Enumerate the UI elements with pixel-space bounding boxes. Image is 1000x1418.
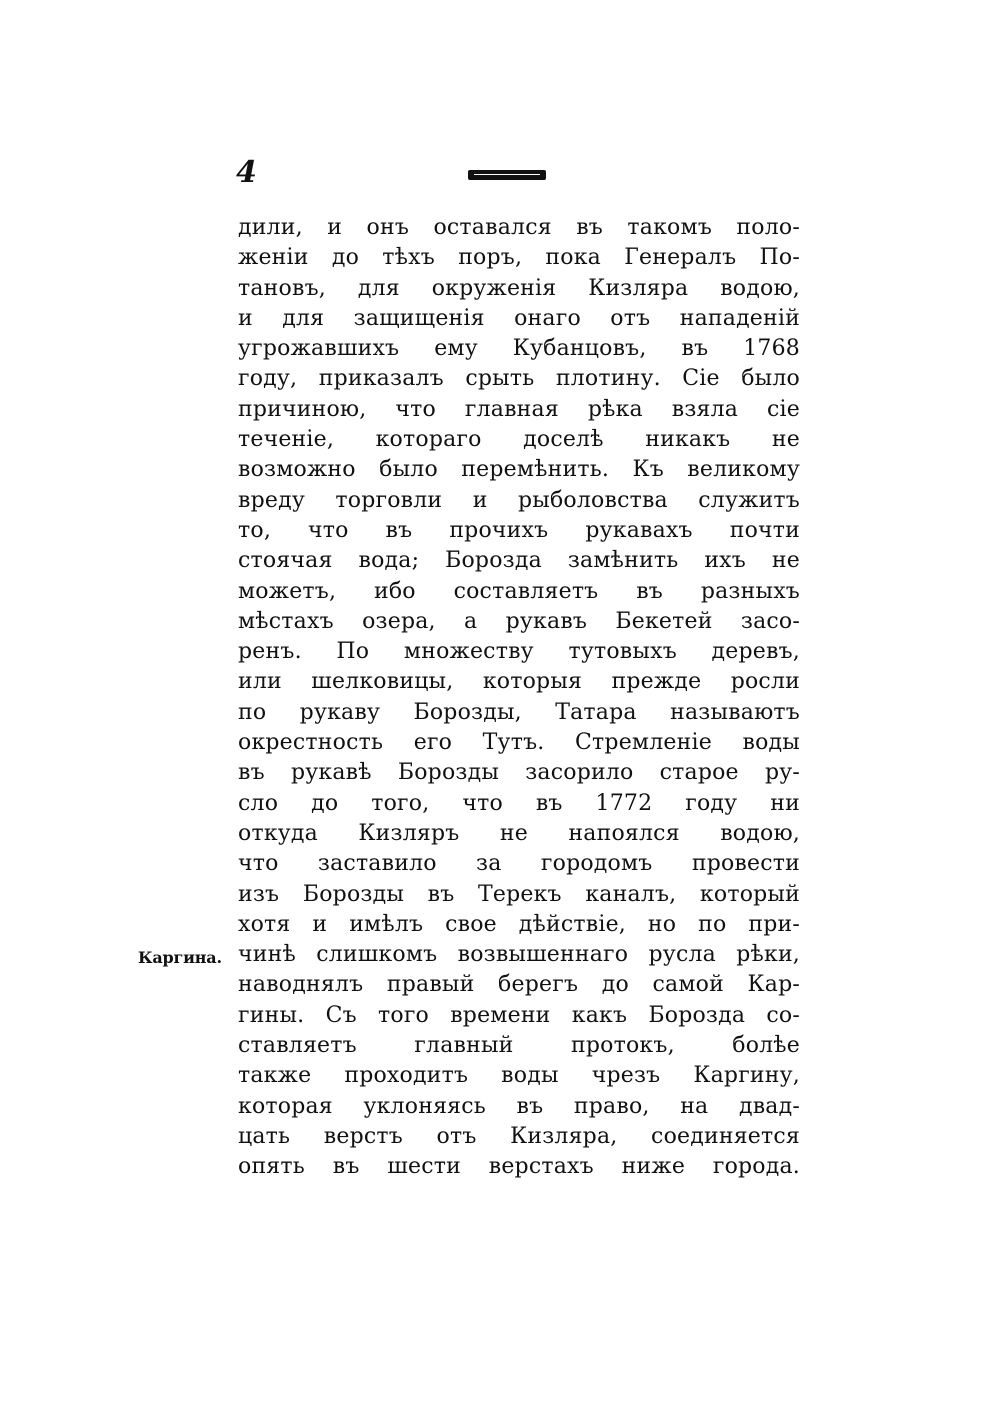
text-line: гины. Съ того времени какъ Борозда со- bbox=[238, 1002, 800, 1028]
text-line: возможно было перемѣнить. Къ великому bbox=[238, 457, 800, 483]
margin-note: Каргина. bbox=[138, 948, 222, 967]
text-line: тановъ, для окруженія Кизляра водою, bbox=[238, 275, 800, 301]
text-line: чинѣ слишкомъ возвышеннаго русла рѣки, bbox=[238, 942, 800, 968]
text-line: угрожавшихъ ему Кубанцовъ, въ 1768 bbox=[238, 336, 800, 362]
text-line: цать верстъ отъ Кизляра, соединяется bbox=[238, 1123, 800, 1149]
page-number: 4 bbox=[236, 155, 257, 190]
text-line: или шелковицы, которыя прежде росли bbox=[238, 669, 800, 695]
text-line: наводнялъ правый берегъ до самой Кар- bbox=[238, 972, 800, 998]
text-line: также проходитъ воды чрезъ Каргину, bbox=[238, 1063, 800, 1089]
text-line: можетъ, ибо составляетъ въ разныхъ bbox=[238, 578, 800, 604]
text-line: изъ Борозды въ Терекъ каналъ, который bbox=[238, 881, 800, 907]
text-line: ставляетъ главный протокъ, болѣе bbox=[238, 1033, 800, 1059]
text-line: мѣстахъ озера, а рукавъ Бекетей засо- bbox=[238, 608, 800, 634]
text-line: то, что въ прочихъ рукавахъ почти bbox=[238, 517, 800, 543]
text-line: сло до того, что въ 1772 году ни bbox=[238, 790, 800, 816]
text-line: женіи до тѣхъ поръ, пока Генералъ По- bbox=[238, 245, 800, 271]
header-rule bbox=[468, 170, 546, 180]
text-line: откуда Кизляръ не напоялся водою, bbox=[238, 820, 800, 846]
text-line: хотя и имѣлъ свое дѣйствіе, но по при- bbox=[238, 911, 800, 937]
text-line: теченіе, котораго доселѣ никакъ не bbox=[238, 427, 800, 453]
text-line: причиною, что главная рѣка взяла сіе bbox=[238, 396, 800, 422]
text-line: по рукаву Борозды, Татара называютъ bbox=[238, 699, 800, 725]
text-line: окрестность его Тутъ. Стремленіе воды bbox=[238, 730, 800, 756]
text-line: дили, и онъ оставался въ такомъ поло- bbox=[238, 215, 800, 240]
text-line: что заставило за городомъ провести bbox=[238, 851, 800, 877]
text-line: опять въ шести верстахъ ниже города. bbox=[238, 1154, 800, 1180]
text-line: въ рукавѣ Борозды засорило старое ру- bbox=[238, 760, 800, 786]
text-line: году, приказалъ срыть плотину. Сіе было bbox=[238, 366, 800, 392]
text-line: стоячая вода; Борозда замѣнить ихъ не bbox=[238, 548, 800, 574]
text-line: ренъ. По множеству тутовыхъ деревъ, bbox=[238, 639, 800, 665]
text-line: вреду торговли и рыболовства служитъ bbox=[238, 487, 800, 513]
text-line: которая уклоняясь въ право, на двад- bbox=[238, 1093, 800, 1119]
body-text bbox=[238, 213, 800, 1183]
text-line: и для защищенія онаго отъ нападеній bbox=[238, 305, 800, 331]
